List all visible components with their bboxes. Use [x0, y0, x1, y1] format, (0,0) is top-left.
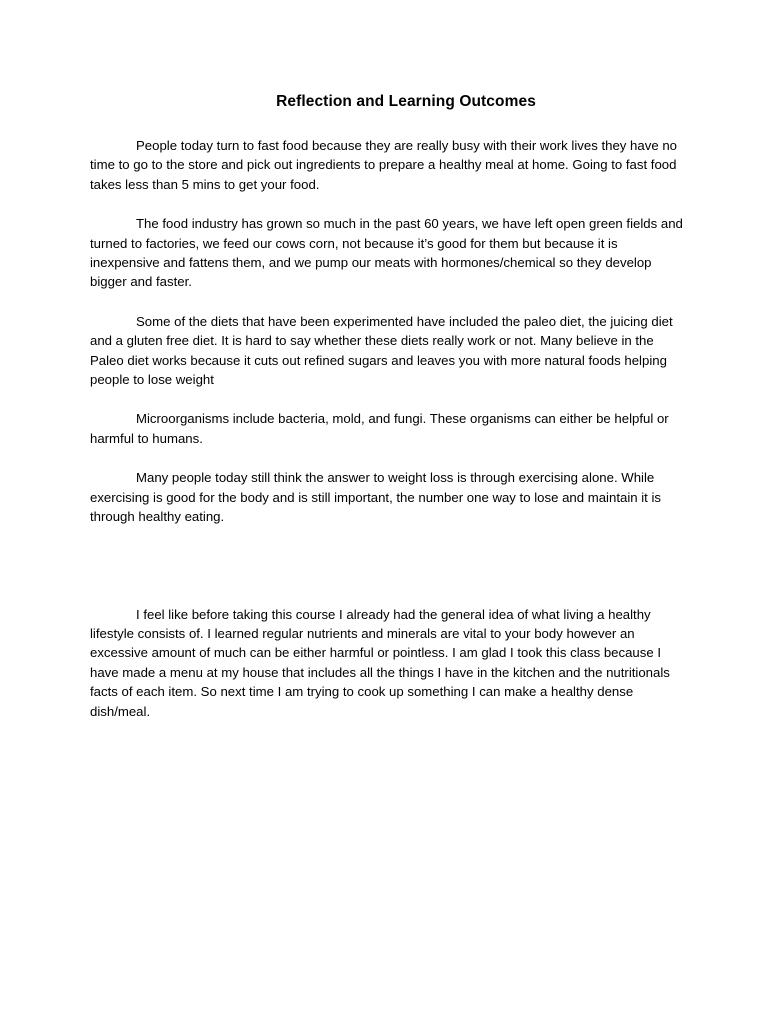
paragraph-fast-food: People today turn to fast food because they are really busy with their work lives they have no time to go to the store and pick out ingredients to prepare a healthy meal at home. Going to fast food takes less than 5 mins to get your food. [90, 138, 677, 192]
paragraph-microorganisms: Microorganisms include bacteria, mold, and fungi. These organisms can either be helpful or harmful to humans. [90, 411, 669, 446]
paragraph-weight-loss: Many people today still think the answer to weight loss is through exercising alone. While exercising is good for the body and is still important, the number one way to lose and maintain it is through healthy eating. [90, 470, 662, 525]
blank-space [90, 547, 690, 605]
paragraph-food-industry: The food industry has grown so much in the past 60 years, we have left open green fields and turned to factories, we feed our cows corn, not because it’s good for them but because it is inexpensive and fattens them, and we pump our meats with hormones/chemical so they develop bigger and faster. [90, 216, 683, 290]
paragraph-reflection: I feel like before taking this course I already had the general idea of what living a healthy lifestyle consists of. I learned regular nutrients and minerals are vital to your body however an excessive amount of much can be either harmful or pointless. I am glad I took this class because I have made a menu at my house that includes all the things I have in the kitchen and the nutritionals facts of each item. So next time I am trying to cook up something I can make a healthy dense dish/meal. [90, 606, 670, 719]
paragraph-diets: Some of the diets that have been experimented have included the paleo diet, the juicing diet and a gluten free diet. It is hard to say whether these diets really work or not. Many believe in the Paleo diet works because it cuts out refined sugars and leaves you with more natural foods helping people to lose weight [90, 313, 673, 388]
document-body [90, 136, 690, 741]
page-title: Reflection and Learning Outcomes [276, 93, 536, 110]
